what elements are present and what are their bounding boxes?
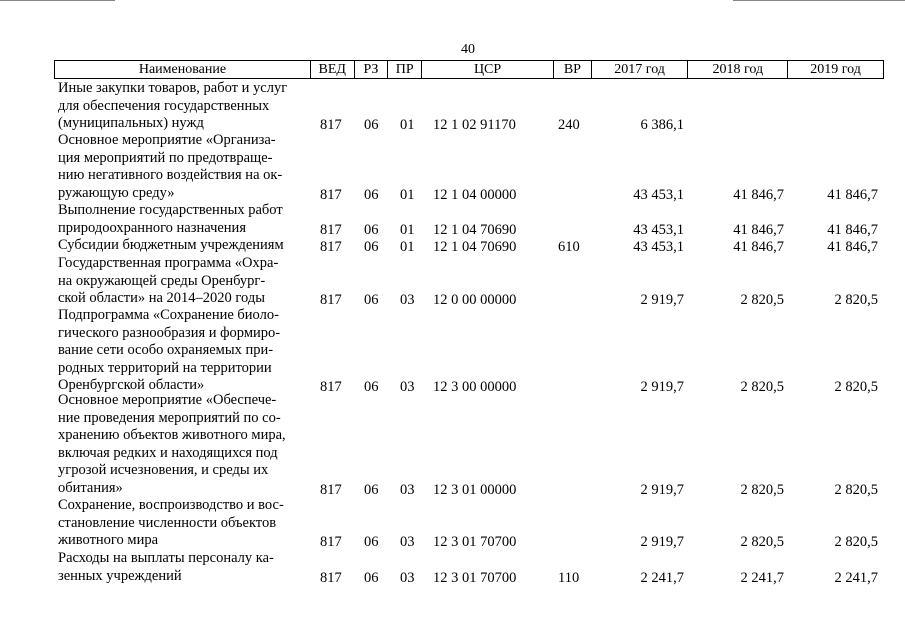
col-pr-header: ПР [388,61,422,79]
row-name [58,80,308,133]
row-name [58,132,308,202]
row-name-line: Выполнение государственных работ [58,202,283,218]
cell-y2018: 41 846,7 [733,221,784,238]
row-name-line: угрозой исчезновения, и среды их [58,462,269,478]
row-name-line: ция мероприятий по предотвраще- [58,149,273,166]
cell-pr: 03 [400,292,415,308]
row-name [58,497,308,550]
cell-vr: 110 [558,569,580,586]
cell-pr: 03 [400,379,415,395]
cell-y2017: 43 453,1 [633,186,684,203]
cell-ved: 817 [320,534,342,550]
row-name [58,255,308,308]
row-name-line: Подпрограмма «Сохранение биоло- [58,307,279,323]
row-name [58,237,308,255]
page-number: 40 [461,42,475,57]
cell-rz: 06 [364,221,379,238]
cell-csr: 12 0 00 00000 [433,292,517,308]
cell-ved: 817 [320,186,342,203]
cell-ved: 817 [320,117,342,133]
cell-csr: 12 3 00 00000 [433,379,517,395]
cell-rz: 06 [364,481,379,498]
row-name-line: хранению объектов животного мира, [58,427,286,443]
col-2019-header: 2019 год [788,61,884,79]
row-name-line: Государственная программа «Охра- [58,255,279,271]
cell-rz: 06 [364,569,379,586]
row-name-line: Субсидии бюджетным учреждениям [58,237,284,253]
cell-pr: 01 [400,221,415,238]
cell-csr: 12 3 01 00000 [433,481,517,498]
cell-y2018: 2 820,5 [740,379,784,395]
cell-y2018: 41 846,7 [733,239,784,255]
row-name-line: обитания» [58,479,123,496]
col-2018-header: 2018 год [688,61,788,79]
row-name-line: животного мира [58,532,159,548]
row-name [58,307,308,395]
cell-ved: 817 [320,379,342,395]
row-name-line: зенных учреждений [58,567,182,584]
cell-y2017: 2 919,7 [640,534,684,550]
cell-ved: 817 [320,221,342,238]
cell-pr: 01 [400,239,415,255]
row-name [58,202,308,237]
cell-ved: 817 [320,481,342,498]
cell-y2018: 2 241,7 [740,569,784,586]
cell-csr: 12 1 04 70690 [433,221,517,238]
row-name-line: на окружающей среды Оренбург- [58,272,266,289]
cell-rz: 06 [364,534,379,550]
cell-y2017: 2 919,7 [640,292,684,308]
cell-pr: 01 [400,117,415,133]
cell-pr: 03 [400,534,415,550]
cell-y2018: 2 820,5 [740,534,784,550]
row-name-line: Оренбургской области» [58,377,205,393]
cell-rz: 06 [364,379,379,395]
cell-y2018: 41 846,7 [733,186,784,203]
cell-y2017: 2 241,7 [640,569,684,586]
col-vr-header: ВР [554,61,592,79]
cell-y2018: 2 820,5 [740,481,784,498]
cell-rz: 06 [364,292,379,308]
cell-pr: 03 [400,569,415,586]
cell-csr: 12 3 01 70700 [433,569,517,586]
row-name [58,550,308,585]
row-name-line: Расходы на выплаты персоналу ка- [58,550,274,566]
cell-y2017: 6 386,1 [640,117,684,133]
cell-vr: 240 [558,117,580,133]
cell-rz: 06 [364,239,379,255]
col-ved-header: ВЕД [310,61,354,79]
cell-y2019: 2 241,7 [834,569,878,586]
cell-y2019: 2 820,5 [834,534,878,550]
cell-y2017: 2 919,7 [640,481,684,498]
cell-y2019: 41 846,7 [827,221,878,238]
row-name-line: ружающую среду» [58,184,175,201]
cell-pr: 03 [400,481,415,498]
row-name-line: Основное мероприятие «Организа- [58,132,276,148]
row-name-line: нию негативного воздействия на ок- [58,167,283,183]
cell-rz: 06 [364,186,379,203]
cell-y2019: 2 820,5 [834,292,878,308]
col-rz-header: РЗ [354,61,388,79]
row-name-line: ской области» на 2014–2020 годы [58,290,265,306]
row-name-line: включая редких и находящихся под [58,444,278,461]
col-name-header: Наименование [55,61,311,79]
cell-rz: 06 [364,117,379,133]
cell-y2017: 43 453,1 [633,221,684,238]
cell-csr: 12 1 02 91170 [433,117,516,133]
col-2017-header: 2017 год [591,61,688,79]
cell-y2017: 2 919,7 [640,379,684,395]
row-name-line: Сохранение, воспроизводство и вос- [58,497,284,513]
cell-y2019: 2 820,5 [834,379,878,395]
row-name-line: ние проведения мероприятий по со- [58,409,281,426]
row-name-line: для обеспечения государственных [58,97,270,114]
cell-pr: 01 [400,186,415,203]
row-name-line: (муниципальных) нужд [58,115,204,131]
cell-vr: 610 [558,239,580,255]
cell-ved: 817 [320,239,342,255]
cell-y2019: 2 820,5 [834,481,878,498]
row-name [58,392,308,497]
row-name-line: родных территорий на территории [58,359,272,376]
cell-y2018: 2 820,5 [740,292,784,308]
cell-y2019: 41 846,7 [827,239,878,255]
row-name-line: природоохранного назначения [58,219,246,236]
cell-ved: 817 [320,569,342,586]
cell-y2017: 43 453,1 [633,239,684,255]
cell-csr: 12 3 01 70700 [433,534,517,550]
row-name-line: Основное мероприятие «Обеспече- [58,392,277,408]
col-csr-header: ЦСР [422,61,554,79]
row-name-line: становление численности объектов [58,514,277,531]
cell-csr: 12 1 04 70690 [433,239,517,255]
row-name-line: Иные закупки товаров, работ и услуг [58,80,288,96]
row-name-line: гического разнообразия и формиро- [58,324,281,341]
cell-ved: 817 [320,292,342,308]
cell-csr: 12 1 04 00000 [433,186,517,203]
row-name-line: вание сети особо охраняемых при- [58,342,274,358]
cell-y2019: 41 846,7 [827,186,878,203]
